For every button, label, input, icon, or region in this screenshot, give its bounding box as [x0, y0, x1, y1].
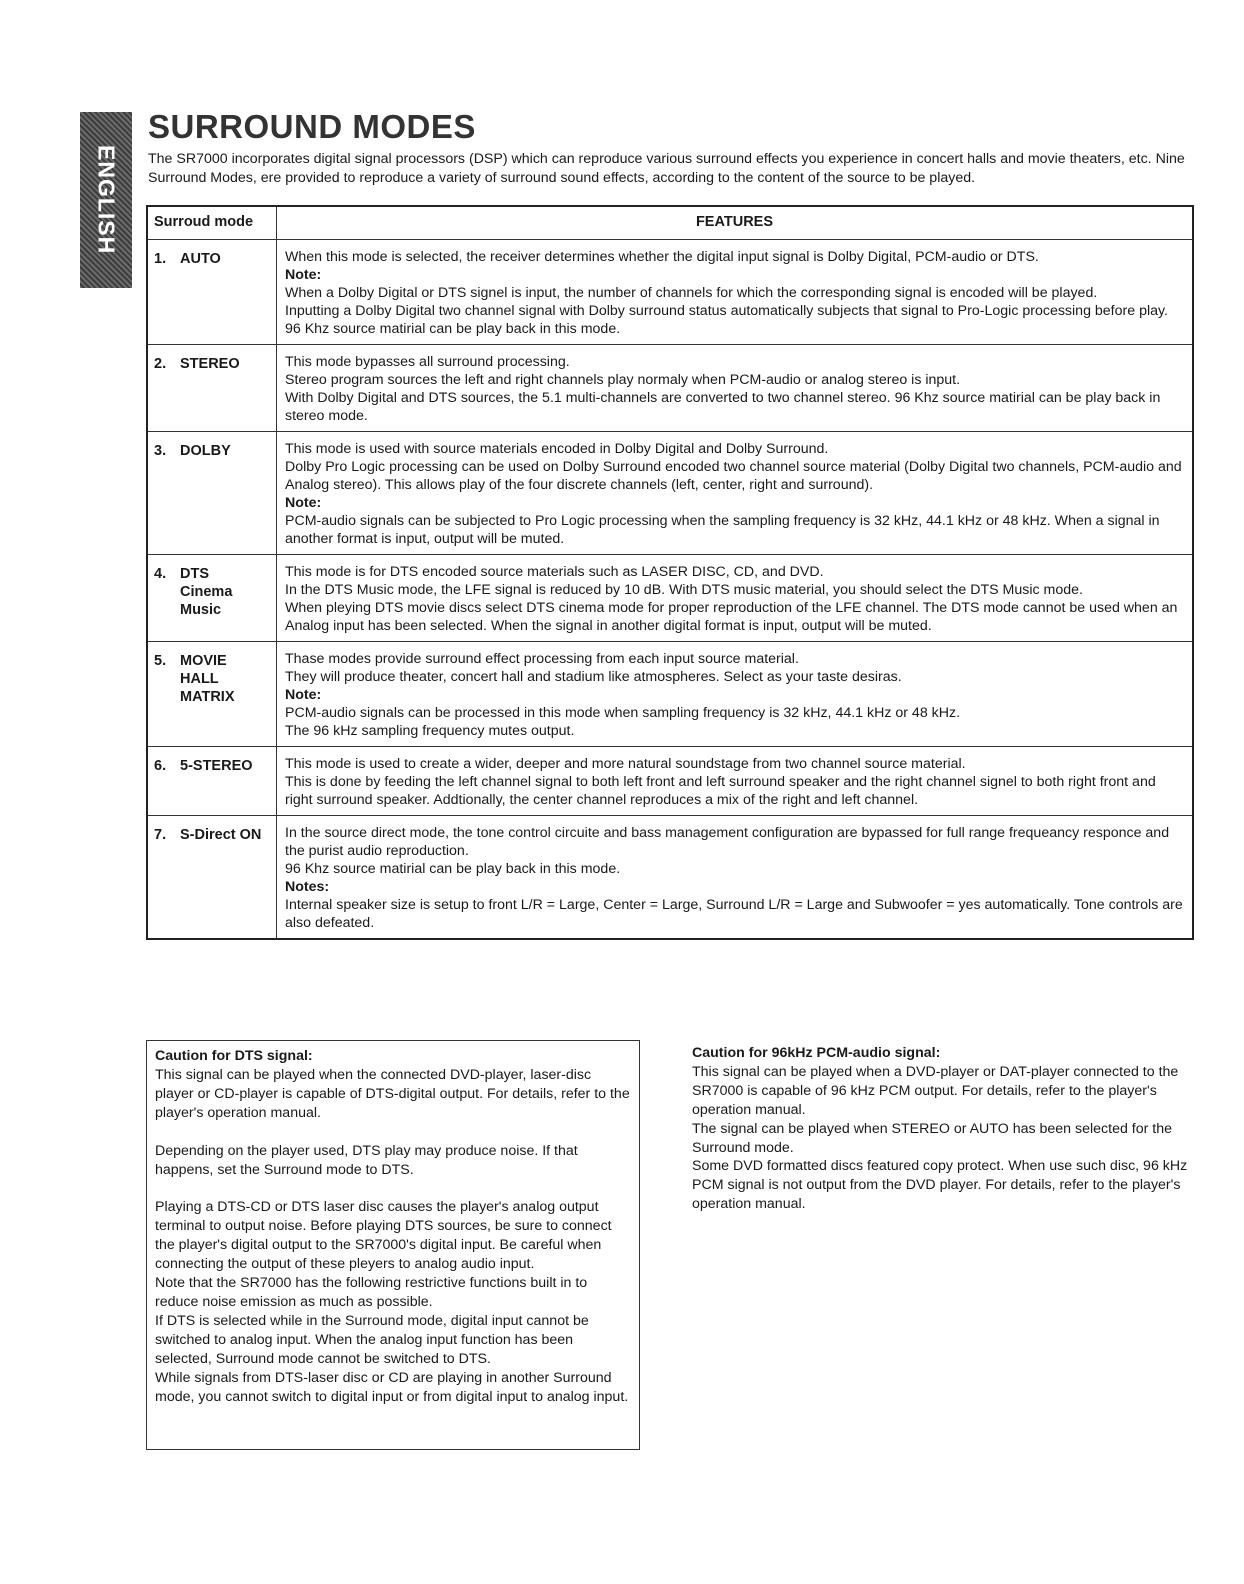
mode-name: AUTO [180, 251, 221, 267]
caution-dts-box [146, 1040, 640, 1450]
feature-line: In the DTS Music mode, the LFE signal is reduced by 10 dB. With DTS music material, you should select the DTS Music mode. [285, 582, 1083, 598]
mode-names [180, 565, 232, 619]
mode-cell [147, 432, 277, 555]
feature-line: This mode is for DTS encoded source materials such as LASER DISC, CD, and DVD. [285, 564, 824, 580]
caution-dts-paragraph: Depending on the player used, DTS play may produce noise. If that happens, set the Surround mode to DTS. [155, 1142, 578, 1178]
table-header-row [147, 206, 1193, 240]
mode-names [180, 250, 221, 268]
feature-line: When pleying DTS movie discs select DTS cinema mode for proper reproduction of the LFE channel. The DTS mode cannot be used when an Analog input has been selected. When the signal in another digital format is input, output will be muted. [285, 600, 1178, 634]
mode-number: 5. [154, 653, 167, 669]
intro-paragraph: The SR7000 incorporates digital signal processors (DSP) which can reproduce various surround effects you experience in concert halls and movie theaters, etc. Nine Surround Modes, ere provided to reproduce a variety of surround sound effects, according to the content of the source to be played. [148, 151, 1185, 186]
caution-dts-title: Caution for DTS signal: [155, 1048, 313, 1064]
mode-name: Cinema [180, 584, 233, 600]
mode-names [180, 442, 231, 460]
feature-line: Dolby Pro Logic processing can be used on Dolby Surround encoded two channel source material (Dolby Digital two channels, PCM-audio and Analog stereo). This allows play of the four discrete channels (left, center, right and surround). [285, 459, 1182, 493]
paragraph-gap [155, 1123, 631, 1142]
mode-name: MOVIE [180, 653, 227, 669]
mode-name: STEREO [180, 356, 240, 372]
mode-number: 7. [154, 827, 167, 843]
features-cell [277, 555, 1194, 642]
feature-line: 96 Khz source matirial can be play back in this mode. [285, 861, 621, 877]
mode-number: 6. [154, 758, 167, 774]
caution-dts-paragraph: This signal can be played when the connected DVD-player, laser-disc player or CD-player is capable of DTS-digital output. For details, refer to the player's operation manual. [155, 1066, 630, 1121]
table-row [147, 240, 1193, 345]
mode-names [180, 652, 235, 706]
feature-line: They will produce theater, concert hall and stadium like atmospheres. Select as your taste desiras. [285, 669, 902, 685]
caution-dts-paragraph: While signals from DTS-laser disc or CD are playing in another Surround mode, you cannot switch to digital input or from digital input to analog input. [155, 1369, 629, 1405]
mode-name: DOLBY [180, 443, 231, 459]
table-row [147, 642, 1193, 747]
table-body [147, 240, 1193, 940]
feature-line: With Dolby Digital and DTS sources, the 5.1 multi-channels are converted to two channel stereo. 96 Khz source matirial can be play back in stereo mode. [285, 390, 1161, 424]
mode-cell [147, 642, 277, 747]
feature-line: PCM-audio signals can be processed in this mode when sampling frequency is 32 kHz, 44.1 kHz or 48 kHz. [285, 705, 961, 721]
feature-line: This mode bypasses all surround processing. [285, 354, 570, 370]
feature-line: This is done by feeding the left channel signal to both left front and left surround speaker and the right channel signel to both right front and right surround speaker. Addtionally, the center channel reproduces a mix of the right and left channel. [285, 774, 1156, 808]
language-tab [80, 112, 132, 288]
features-cell [277, 642, 1194, 747]
caution-dts-paragraph: Note that the SR7000 has the following restrictive functions built in to reduce noise emission as much as possible. [155, 1275, 588, 1310]
feature-line: 96 Khz source matirial can be play back in this mode. [285, 321, 621, 337]
feature-note-label: Note: [285, 495, 322, 511]
caution-dts-paragraph: If DTS is selected while in the Surround mode, digital input cannot be switched to analog input. When the analog input function has been selected, Surround mode cannot be switched to DTS. [155, 1312, 589, 1367]
header-surround-mode: Surroud mode [147, 206, 277, 240]
caution-96khz-section [692, 1044, 1192, 1214]
feature-line: In the source direct mode, the tone control circuite and bass management configuration are bypassed for full range frequeancy responce and the purist audio reproduction. [285, 825, 1170, 859]
mode-cell [147, 816, 277, 940]
mode-names [180, 826, 261, 844]
feature-note-label: Notes: [285, 879, 330, 895]
features-cell [277, 747, 1194, 816]
mode-cell [147, 345, 277, 432]
feature-line: Stereo program sources the left and right channels play normaly when PCM-audio or analog stereo is input. [285, 372, 961, 388]
feature-line: Internal speaker size is setup to front L/R = Large, Center = Large, Surround L/R = Large and Subwoofer = yes automatically. Tone controls are also defeated. [285, 897, 1183, 931]
mode-cell [147, 555, 277, 642]
mode-cell [147, 747, 277, 816]
mode-name: HALL [180, 671, 219, 687]
features-cell [277, 432, 1194, 555]
mode-names [180, 355, 240, 373]
table-row [147, 747, 1193, 816]
mode-cell [147, 240, 277, 345]
table-row [147, 555, 1193, 642]
language-tab-label: ENGLISH [93, 145, 120, 255]
mode-name: MATRIX [180, 689, 235, 705]
features-cell [277, 345, 1194, 432]
surround-modes-table [146, 205, 1194, 940]
table-row [147, 432, 1193, 555]
mode-number: 4. [154, 566, 167, 582]
feature-line: The 96 kHz sampling frequency mutes output. [285, 723, 575, 739]
mode-number: 2. [154, 356, 167, 372]
mode-name: S-Direct ON [180, 827, 262, 843]
features-cell [277, 816, 1194, 940]
mode-name: 5-STEREO [180, 758, 253, 774]
feature-line: PCM-audio signals can be subjected to Pro Logic processing when the sampling frequency is 32 kHz, 44.1 kHz or 48 kHz. When a signal in another format is input, output will be muted. [285, 513, 1160, 547]
header-features: FEATURES [277, 206, 1194, 240]
mode-number: 3. [154, 443, 167, 459]
feature-note-label: Note: [285, 687, 322, 703]
feature-line: When this mode is selected, the receiver determines whether the digital input signal is Dolby Digital, PCM-audio or DTS. [285, 249, 1039, 265]
feature-note-label: Note: [285, 267, 322, 283]
mode-name: DTS [180, 566, 209, 582]
paragraph-gap [155, 1179, 631, 1198]
page-title: SURROUND MODES [148, 108, 476, 145]
mode-number: 1. [154, 251, 167, 267]
feature-line: This mode is used to create a wider, deeper and more natural soundstage from two channel source material. [285, 756, 966, 772]
table-row [147, 816, 1193, 940]
table-row [147, 345, 1193, 432]
mode-name: Music [180, 602, 222, 618]
caution-dts-paragraph: Playing a DTS-CD or DTS laser disc causes the player's analog output terminal to output noise. Before playing DTS sources, be sure to connect the player's digital output to the SR7000's digital input. Be careful when connecting the output of these pleyers to analog audio input. [155, 1199, 612, 1273]
feature-line: Inputting a Dolby Digital two channel signal with Dolby surround status automatically subjects that signal to Pro-Logic processing before play. [285, 303, 1168, 319]
feature-line: Thase modes provide surround effect processing from each input source material. [285, 651, 799, 667]
caution-96khz-paragraph: The signal can be played when STEREO or AUTO has been selected for the Surround mode. [692, 1120, 1173, 1156]
caution-96khz-paragraph: This signal can be played when a DVD-player or DAT-player connected to the SR7000 is capable of 96 kHz PCM output. For details, refer to the player's operation manual. [692, 1063, 1179, 1118]
features-cell [277, 240, 1194, 345]
feature-line: When a Dolby Digital or DTS signel is input, the number of channels for which the corresponding signal is encoded will be played. [285, 285, 1098, 301]
caution-96khz-paragraph: Some DVD formatted discs featured copy protect. When use such disc, 96 kHz PCM signal is not output from the DVD player. For details, refer to the player's operation manual. [692, 1158, 1188, 1213]
feature-line: This mode is used with source materials encoded in Dolby Digital and Dolby Surround. [285, 441, 829, 457]
mode-names [180, 757, 253, 775]
caution-96khz-title: Caution for 96kHz PCM-audio signal: [692, 1045, 941, 1061]
